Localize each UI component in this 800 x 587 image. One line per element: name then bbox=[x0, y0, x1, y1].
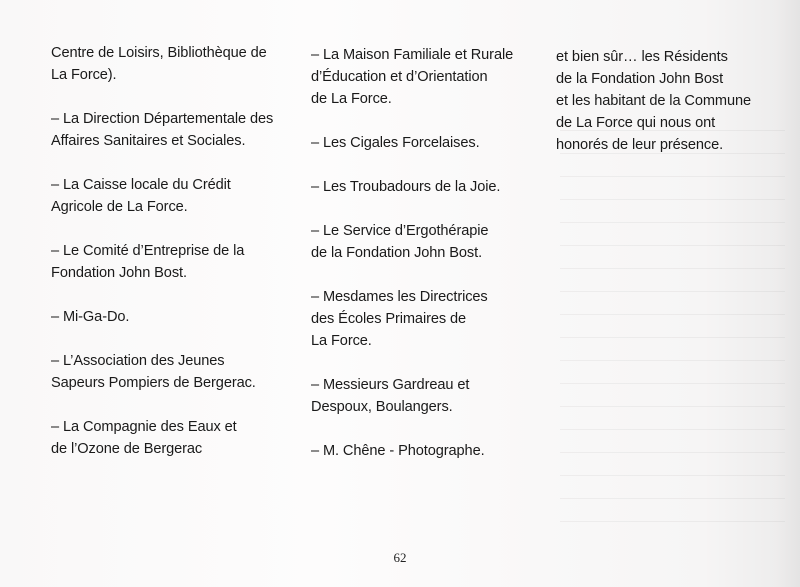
list-item: – Le Service d’Ergothérapie de la Fondation John Bost. bbox=[311, 223, 489, 261]
text-column-right bbox=[556, 46, 786, 156]
list-item: – Messieurs Gardreau et Despoux, Boulangers. bbox=[311, 377, 470, 415]
list-item: Centre de Loisirs, Bibliothèque de La Force). bbox=[51, 45, 267, 83]
list-item: – Les Troubadours de la Joie. bbox=[311, 179, 501, 195]
text-column-middle bbox=[311, 44, 536, 484]
list-item: – L’Association des Jeunes Sapeurs Pompiers de Bergerac. bbox=[51, 353, 256, 391]
page-number: 62 bbox=[393, 550, 407, 565]
list-item: – La Caisse locale du Crédit Agricole de La Force. bbox=[51, 177, 231, 215]
list-item: – Mesdames les Directrices des Écoles Primaires de La Force. bbox=[311, 289, 488, 349]
list-item: – Les Cigales Forcelaises. bbox=[311, 135, 480, 151]
list-item: – Le Comité d’Entreprise de la Fondation John Bost. bbox=[51, 243, 245, 281]
list-item: – M. Chêne - Photographe. bbox=[311, 443, 485, 459]
list-item: – La Compagnie des Eaux et de l’Ozone de Bergerac bbox=[51, 419, 237, 457]
list-item: – Mi-Ga-Do. bbox=[51, 309, 130, 325]
show-through-texture bbox=[560, 130, 785, 530]
list-item: – La Maison Familiale et Rurale d’Éducation et d’Orientation de La Force. bbox=[311, 47, 514, 107]
closing-paragraph: et bien sûr… les Résidents de la Fondation John Bost et les habitant de la Commune de La Force qui nous ont honorés de leur présence. bbox=[556, 49, 752, 153]
list-item: – La Direction Départementale des Affaires Sanitaires et Sociales. bbox=[51, 111, 274, 149]
text-column-left bbox=[51, 42, 301, 482]
